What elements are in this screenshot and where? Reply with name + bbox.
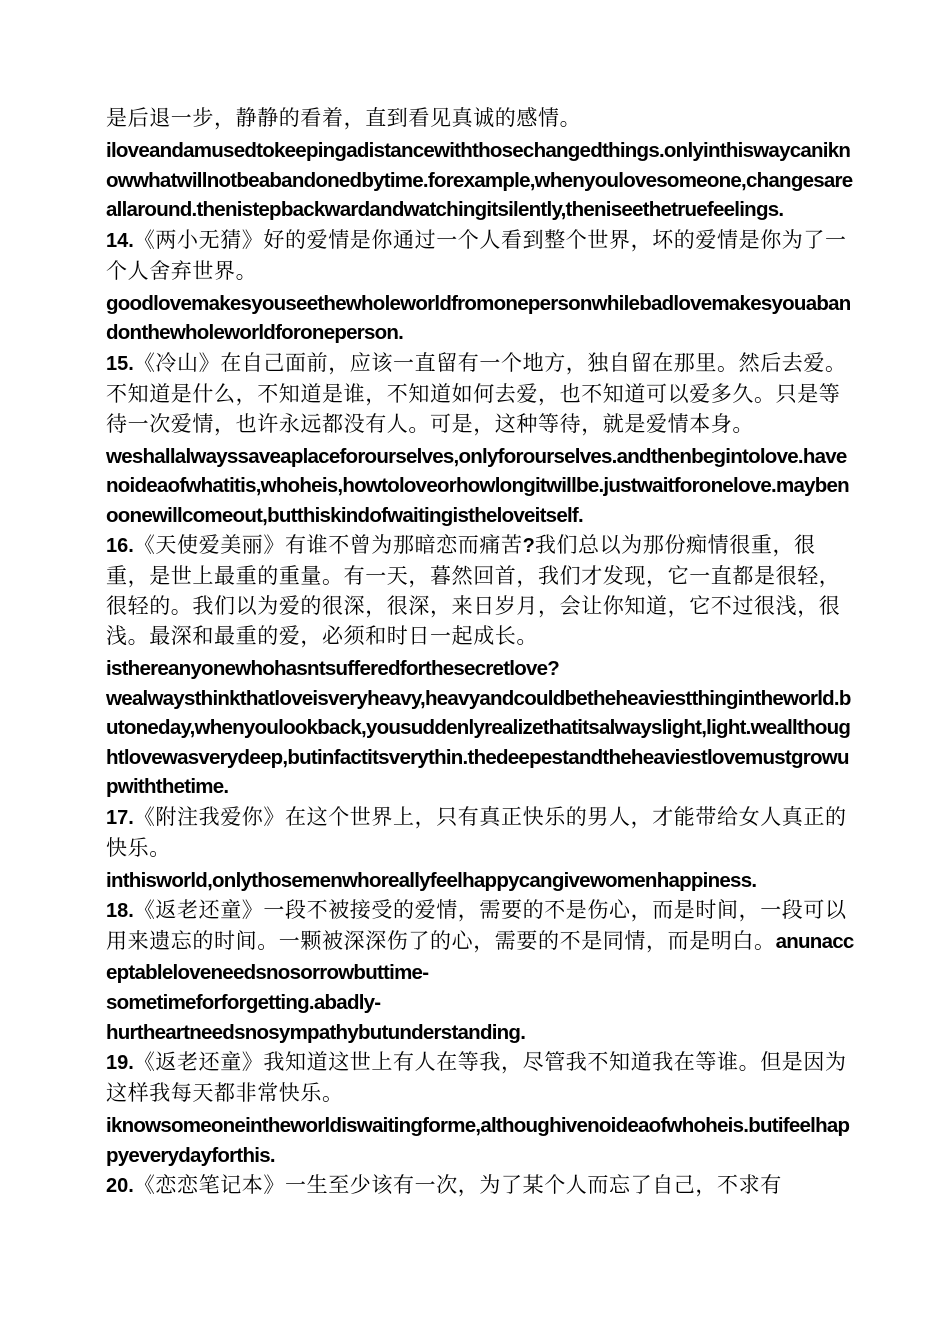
item-18-chinese-text: 《返老还童》一段不被接受的爱情，需要的不是伤心，而是时间，一段可以用来遗忘的时间。一颗被深深伤了的心，需要的不是同情，而是明白。 <box>106 898 847 953</box>
item-15-english: weshallalwayssaveaplaceforourselves,onlyforourselves.andthenbegintolove.havenoideaofwhatitis,whoheis,howtoloveorhowlongitwillbe.justwaitforonelove.maybenoonewillcomeout,butthiskindofwaitingistheloveitself. <box>106 444 849 527</box>
item-17-chinese <box>106 802 858 863</box>
item-16-english-body: wealwaysthinkthatloveisveryheavy,heavyandcouldbetheheaviestthingintheworld.butoneday,whenyoulookback,yousuddenlyrealizethatitsalwayslight,light.weallthoughtlovewasverydeep,butinfactitsverythin.thedeepestandtheheaviestlovemustgrowupwiththetime. <box>106 686 851 798</box>
item-16-question-mark: ? <box>522 535 535 557</box>
document-page <box>106 103 858 1201</box>
item-19-chinese-text: 《返老还童》我知道这世上有人在等我，尽管我不知道我在等谁。但是因为这样我每天都非常快乐。 <box>106 1050 847 1105</box>
item-18-number: 18. <box>106 900 134 922</box>
item-16-english-question: isthereanyonewhohasntsufferedforthesecretlove? <box>106 657 560 680</box>
item-15-chinese-text: 《冷山》在自己面前，应该一直留有一个地方，独自留在那里。然后去爱。不知道是什么，不知道是谁，不知道如何去爱，也不知道可以爱多久。只是等待一次爱情，也许永远都没有人。可是，这种等待，就是爱情本身。 <box>106 350 847 436</box>
item-17-english: inthisworld,onlythosemenwhoreallyfeelhappycangivewomenhappiness. <box>106 868 757 892</box>
item-20-number: 20. <box>106 1175 134 1197</box>
item-19-english: iknowsomeoneintheworldiswaitingforme,althoughivenoideaofwhoheis.butifeelhappyeverydayforthis. <box>106 1114 850 1167</box>
item-20-chinese-text: 《恋恋笔记本》一生至少该有一次，为了某个人而忘了自己，不求有 <box>133 1173 782 1197</box>
item-14-number: 14. <box>106 229 134 252</box>
item-18-english-line-3: hurtheartneedsnosympathybutunderstanding. <box>106 1020 526 1044</box>
item-14-chinese <box>106 225 858 286</box>
item-15-number: 15. <box>106 352 134 375</box>
item-20-chinese <box>106 1170 858 1201</box>
intro-chinese: 是后退一步，静静的看着，直到看见真诚的感情。 <box>106 106 582 130</box>
item-16-number: 16. <box>106 535 134 557</box>
item-18-english-line-2: sometimeforforgetting.abadly- <box>106 991 381 1014</box>
item-17-chinese-text: 《附注我爱你》在这个世界上，只有真正快乐的男人，才能带给女人真正的快乐。 <box>106 804 847 860</box>
item-16-chinese-text-a: 《天使爱美丽》有谁不曾为那暗恋而痛苦 <box>133 533 523 557</box>
item-14-english: goodlovemakesyouseethewholeworldfromonepersonwhilebadlovemakesyouabandonthewholeworldforoneperson. <box>106 291 851 344</box>
item-14-chinese-text: 《两小无猜》好的爱情是你通过一个人看到整个世界，坏的爱情是你为了一个人舍弃世界。 <box>106 227 847 283</box>
item-16-english <box>106 654 858 802</box>
item-16-chinese-text-b: 我们总以为那份痴情很重，很重，是世上最重的重量。有一天，暮然回首，我们才发现，它一直都是很轻，很轻的。我们以为爱的很深，很深，来日岁月，会让你知道，它不过很浅，很浅。最深和最重的爱，必须和时日一起成长。 <box>106 533 841 648</box>
item-19-chinese <box>106 1047 858 1108</box>
item-18-chinese <box>106 895 858 988</box>
intro-english: iloveandamusedtokeepingadistancewiththosechangedthings.onlyinthiswaycaniknowwhatwillnotbeabandonedbytime.forexample,whenyoulovesomeone,changesareallaround.thenistepbackwardandwatchingitsilently,theniseethetruefeelings. <box>106 139 853 221</box>
item-18-english-inline: anunacceptableloveneedsnosorrowbuttime- <box>106 930 854 984</box>
item-18-english <box>106 988 858 1047</box>
item-16-chinese <box>106 530 858 651</box>
item-17-number: 17. <box>106 806 134 829</box>
item-15-chinese <box>106 348 858 439</box>
item-19-number: 19. <box>106 1052 134 1074</box>
